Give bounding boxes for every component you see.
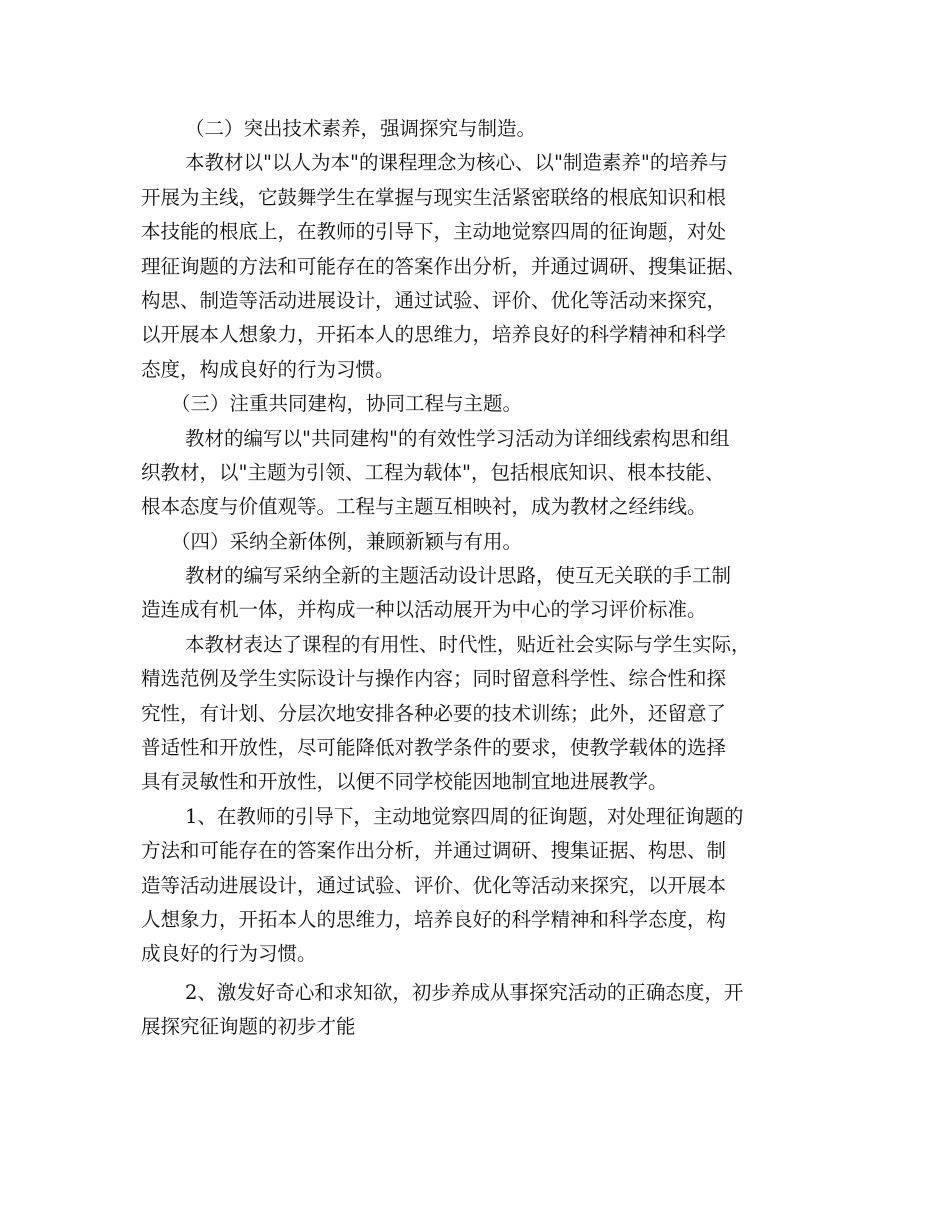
paragraph-line: 究性，有计划、分层次地安排各种必要的技术训练；此外，还留意了 [141, 701, 727, 725]
section-heading-3: （三）注重共同建构，协同工程与主题。 [171, 392, 523, 416]
paragraph-line: 造连成有机一体，并构成一种以活动展开为中心的学习评价标准。 [141, 598, 707, 622]
section-heading-2: （二）突出技术素养，强调探究与制造。 [185, 117, 537, 140]
paragraph-line: 构思、制造等活动进展设计，通过试验、评价、优化等活动来探究， [141, 288, 727, 312]
paragraph-line: 织教材，以"主题为引领、工程为载体"，包括根底知识、根本技能、 [141, 460, 725, 484]
list-item-2: 2、激发好奇心和求知欲，初步养成从事探究活动的正确态度，开 [185, 980, 744, 1004]
paragraph-line: 教材的编写采纳全新的主题活动设计思路，使互无关联的手工制 [185, 564, 732, 588]
paragraph-line: 展探究征询题的初步才能 [141, 1015, 356, 1039]
paragraph-line: 具有灵敏性和开放性，以便不同学校能因地制宜地进展教学。 [141, 770, 668, 794]
paragraph-line: 以开展本人想象力，开拓本人的思维力，培养良好的科学精神和科学 [141, 323, 727, 347]
section-heading-4: （四）采纳全新体例，兼顾新颖与有用。 [171, 529, 523, 553]
paragraph-line: 本教材表达了课程的有用性、时代性，贴近社会实际与学生实际， [185, 632, 751, 656]
paragraph-line: 方法和可能存在的答案作出分析，并通过调研、搜集证据、构思、制 [141, 839, 727, 863]
paragraph-line: 精选范例及学生实际设计与操作内容；同时留意科学性、综合性和探 [141, 667, 727, 691]
paragraph-line: 教材的编写以"共同建构"的有效性学习活动为详细线索构思和组 [185, 426, 730, 450]
paragraph-line: 本教材以"以人为本"的课程理念为核心、以"制造素养"的培养与 [185, 151, 728, 175]
paragraph-line: 态度，构成良好的行为习惯。 [141, 357, 395, 381]
paragraph-line: 本技能的根底上，在教师的引导下，主动地觉察四周的征询题，对处 [141, 220, 727, 244]
paragraph-line: 人想象力，开拓本人的思维力，培养良好的科学精神和科学态度，构 [141, 907, 727, 931]
paragraph-line: 成良好的行为习惯。 [141, 942, 317, 966]
paragraph-line: 理征询题的方法和可能存在的答案作出分析，并通过调研、搜集证据、 [141, 254, 746, 278]
document-body [141, 112, 821, 1045]
paragraph-line: 造等活动进展设计，通过试验、评价、优化等活动来探究，以开展本 [141, 873, 727, 897]
paragraph-line: 开展为主线，它鼓舞学生在掌握与现实生活紧密联络的根底知识和根 [141, 185, 727, 209]
paragraph-line: 普适性和开放性，尽可能降低对教学条件的要求，使教学载体的选择 [141, 736, 727, 760]
list-item-1: 1、在教师的引导下，主动地觉察四周的征询题，对处理征询题的 [185, 804, 744, 828]
paragraph-line: 根本态度与价值观等。工程与主题互相映衬，成为教材之经纬线。 [141, 495, 707, 519]
